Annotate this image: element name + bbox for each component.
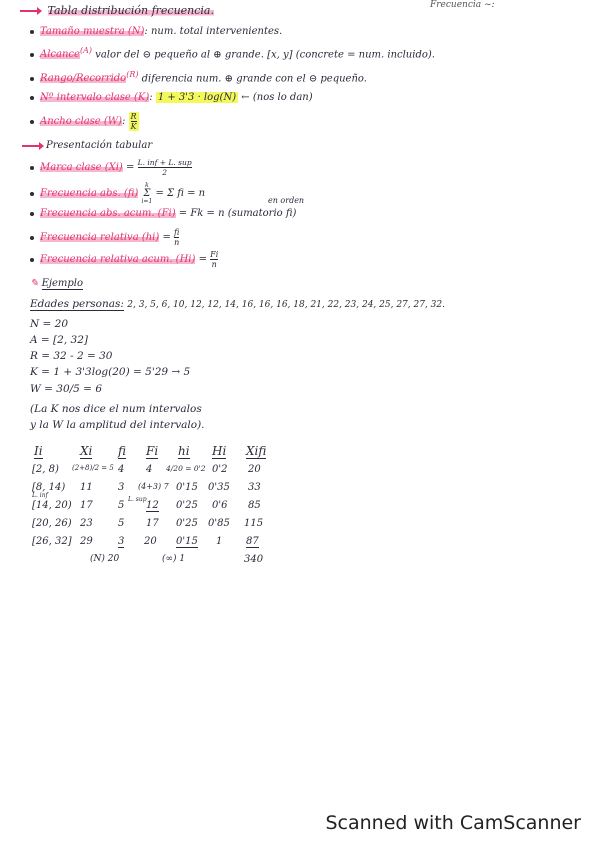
cell-Ii: [14, 20): [32, 500, 72, 511]
ejemplo-note-1: (La K nos dice el num intervalos: [30, 403, 202, 415]
cell-hi: 0'25: [176, 518, 198, 529]
pres-text: = Σ fi = n: [152, 188, 206, 199]
bullet-icon: [30, 192, 34, 196]
ejemplo-note-2: y la W la amplitud del intervalo).: [30, 419, 205, 431]
cell-Fi: 4: [146, 464, 153, 475]
cell-Hi: 0'2: [212, 464, 228, 475]
bullet-icon: [30, 30, 34, 34]
total-xifi: 340: [244, 554, 264, 565]
lim-inf-note: L. inf: [32, 492, 48, 499]
total-fi: (N) 20: [90, 554, 120, 564]
total-hi: (∞) 1: [162, 554, 186, 564]
cell-fi: 5: [118, 500, 125, 511]
cell-Xi: 23: [80, 518, 93, 529]
def-term: Ancho clase (W): [40, 116, 122, 127]
header-title-row: [20, 4, 214, 17]
ejemplo-line-r: R = 32 - 2 = 30: [30, 350, 113, 362]
def-item-2: [30, 46, 435, 60]
cell-Xifi: 20: [248, 464, 261, 475]
pres-item-2: [30, 182, 205, 205]
edades-values: 2, 3, 5, 6, 10, 12, 12, 14, 16, 16, 16, 18, 21, 22, 23, 24, 25, 27, 27, 32.: [127, 300, 445, 310]
frac-num: R: [130, 112, 137, 121]
edades-line: [30, 298, 445, 310]
def-term: Rango/Recorrido: [40, 73, 127, 85]
def-item-1: [30, 26, 282, 37]
cell-Ii: [26, 32]: [32, 536, 72, 547]
bullet-icon: [30, 236, 34, 240]
frac-den: n: [174, 238, 180, 247]
cell-fi: 3: [118, 536, 125, 547]
frac-num: fi: [174, 228, 180, 237]
def-term: Alcance: [40, 49, 80, 61]
cell-fi: 3: [118, 482, 125, 493]
cell-Xifi: 87: [246, 536, 259, 547]
presentacion-heading: [22, 140, 152, 151]
ejemplo-title: Ejemplo: [41, 278, 83, 289]
def-text: : num. total intervenientes.: [144, 26, 283, 37]
def-item-3: [30, 70, 367, 84]
cell-Ii: [2, 8): [32, 464, 59, 475]
pres-item-4: [30, 228, 179, 247]
k-formula: 1 + 3'3 · log(N): [157, 92, 237, 103]
bullet-icon: [30, 53, 34, 57]
marca-fraction: [138, 158, 192, 177]
def-text: :: [149, 92, 153, 103]
frac-num: Fi: [210, 250, 219, 259]
pres-term: Frecuencia abs. (fi): [40, 188, 139, 199]
ejemplo-heading: [30, 278, 83, 289]
frac-den: 2: [162, 168, 167, 177]
pres-term: Frecuencia relativa (hi): [40, 232, 160, 243]
bullet-icon: [30, 258, 34, 262]
cell-Xi: 11: [80, 482, 93, 493]
def-sup: (A): [79, 46, 92, 55]
bullet-icon: [30, 212, 34, 216]
pencil-icon: ✎: [30, 278, 39, 289]
bullet-icon: [30, 166, 34, 170]
presentacion-title: Presentación tabular: [46, 140, 153, 151]
pres-text: =: [195, 254, 211, 265]
cell-Xi: 29: [80, 536, 93, 547]
ejemplo-line-w: W = 30/5 = 6: [30, 383, 102, 395]
bullet-icon: [30, 120, 34, 124]
cell-Ii: [8, 14): [32, 482, 66, 493]
sigma-top: k: [145, 182, 149, 189]
cell-Xi: 17: [80, 500, 93, 511]
cell-Xifi: 33: [248, 482, 261, 493]
pres-term: Marca clase (Xi): [40, 162, 123, 173]
cell-Xifi: 115: [244, 518, 264, 529]
pink-arrow-icon: [22, 145, 42, 147]
pres-text: =: [122, 162, 138, 173]
cell-Xi: (2+8)/2 = 5: [72, 464, 114, 472]
bullet-icon: [30, 96, 34, 100]
def-item-4: [30, 92, 313, 103]
hi-fraction: [174, 228, 179, 247]
header-Xi: Xi: [80, 444, 93, 458]
pres-item-1: [30, 158, 192, 177]
def-term: Nº intervalo clase (K): [40, 92, 150, 103]
cell-fi: 4: [118, 464, 125, 475]
header-fi: fi: [118, 444, 127, 458]
cell-Hi: 0'35: [208, 482, 230, 493]
cell-Hi: 0'85: [208, 518, 230, 529]
def-text: valor del ⊝ pequeño al ⊕ grande. [x, y] (concrete = num. incluido).: [91, 49, 435, 61]
header-Fi: Fi: [146, 444, 159, 458]
w-fraction: [129, 112, 139, 131]
pres-item-5: [30, 250, 218, 269]
sigma-limits: [142, 182, 153, 205]
frac-num: L. inf + L. sup: [137, 158, 192, 167]
camscanner-watermark: Scanned with CamScanner: [325, 812, 581, 834]
ejemplo-line-k: K = 1 + 3'3log(20) = 5'29 → 5: [30, 366, 191, 378]
corner-note: Frecuencia ~:: [430, 0, 495, 10]
cell-Ii: [20, 26): [32, 518, 72, 529]
cell-hi: 0'15: [176, 536, 198, 547]
cell-Hi: 0'6: [212, 500, 228, 511]
pres-text: = Fk = n (sumatorio fi): [175, 208, 297, 219]
pres-item-3: [30, 208, 296, 219]
ejemplo-line-n: N = 20: [30, 318, 69, 330]
header-Ii: Ii: [34, 444, 43, 458]
cell-hi: 4/20 = 0'2: [166, 464, 206, 473]
pres-text: =: [159, 232, 175, 243]
ejemplo-line-a: A = [2, 32]: [30, 334, 88, 346]
frac-den: K: [130, 122, 137, 131]
edades-label: Edades personas:: [30, 298, 124, 310]
def-item-5: [30, 112, 139, 131]
cell-Fi: (4+3) 7: [138, 482, 169, 491]
cell-Xifi: 85: [248, 500, 261, 511]
cell-Fi: 20: [144, 536, 157, 547]
pink-arrow-icon: [20, 10, 40, 12]
cell-Fi: 12: [146, 500, 159, 511]
en-orden-note: en orden: [268, 196, 305, 205]
cell-hi: 0'25: [176, 500, 198, 511]
pres-term: Frecuencia relativa acum. (Hi): [40, 254, 196, 265]
header-Hi: Hi: [212, 444, 227, 458]
lim-sup-note: L. sup: [128, 496, 147, 503]
def-term: Tamaño muestra (N): [40, 26, 145, 37]
cell-hi: 0'15: [176, 482, 198, 493]
Hi-fraction: [210, 250, 218, 269]
def-text: :: [121, 116, 126, 127]
def-text: diferencia num. ⊕ grande con el ⊝ pequeño.: [138, 73, 367, 85]
frac-den: n: [211, 260, 217, 269]
header-hi: hi: [178, 444, 190, 458]
sigma-bottom: i=1: [141, 198, 153, 205]
sigma-icon: Σ: [143, 188, 151, 199]
cell-Hi: 1: [216, 536, 223, 547]
bullet-icon: [30, 77, 34, 81]
pres-term: Frecuencia abs. acum. (Fi): [40, 208, 176, 219]
def-after: ← (nos lo dan): [238, 92, 313, 103]
page-title: Tabla distribución frecuencia.: [47, 4, 214, 17]
def-sup: (R): [126, 70, 139, 79]
cell-fi: 5: [118, 518, 125, 529]
header-Xifi: Xifi: [246, 444, 267, 458]
cell-Fi: 17: [146, 518, 159, 529]
